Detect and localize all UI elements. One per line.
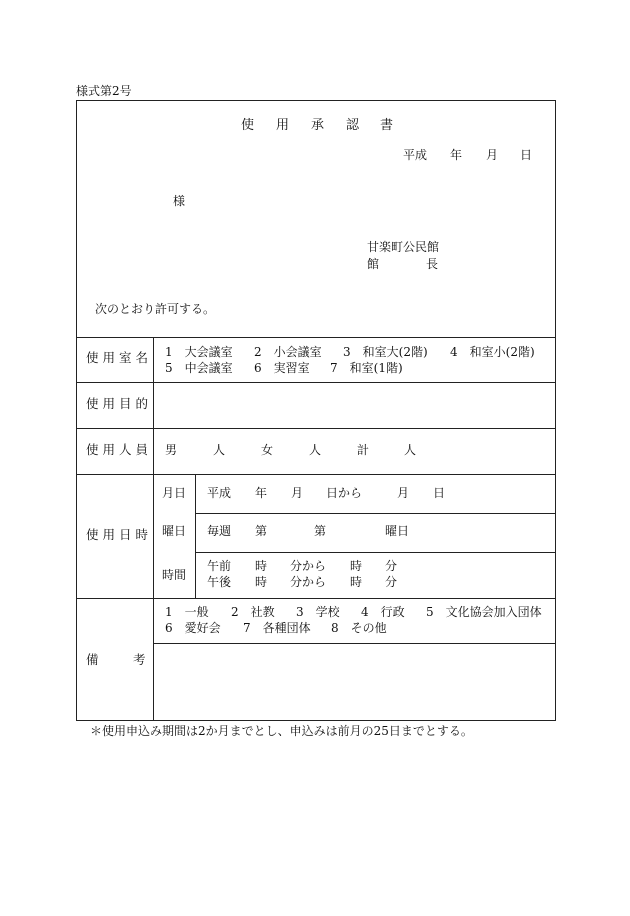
doc-title-5: 書 [380, 118, 394, 133]
label-room: 使用室名 [86, 350, 153, 365]
issuer-title-right: 長 [426, 257, 439, 271]
weekday-suffix: 曜日 [385, 524, 410, 538]
addressee-suffix: 様 [173, 194, 186, 208]
divider-purpose [77, 382, 555, 383]
time-am-hour-to: 時 [350, 559, 363, 573]
remarks-option-5: 5 文化協会加入団体 [426, 605, 542, 619]
room-option-4: 4 和室小(2階) [450, 345, 535, 359]
date-year: 年 [450, 148, 463, 162]
date-month: 月 [486, 148, 499, 162]
monthday-day-to: 日 [433, 486, 446, 500]
doc-title-3: 承 [311, 118, 325, 133]
label-column-divider [153, 337, 154, 720]
time-pm-min-from: 分から [290, 575, 327, 589]
time-pm-min-to: 分 [385, 575, 398, 589]
label-people: 使用人員 [86, 442, 153, 457]
divider-remarks-inner [153, 643, 555, 644]
label-remarks-left: 備 [86, 652, 99, 667]
date-day: 日 [520, 148, 533, 162]
time-pm-hour-to: 時 [350, 575, 363, 589]
weekday-every: 毎週 [207, 524, 232, 538]
people-total: 計 [357, 443, 370, 457]
issuer-title-left: 館 [367, 257, 380, 271]
monthday-era: 平成 [207, 486, 232, 500]
time-pm-hour: 時 [255, 575, 268, 589]
weekday-nth-2: 第 [314, 524, 327, 538]
remarks-option-2: 2 社教 [231, 605, 275, 619]
people-male-unit: 人 [213, 443, 226, 457]
weekday-nth-1: 第 [255, 524, 268, 538]
time-am: 午前 [207, 559, 232, 573]
people-male: 男 [165, 443, 178, 457]
remarks-option-7: 7 各種団体 [243, 621, 311, 635]
remarks-option-8: 8 その他 [331, 621, 387, 635]
time-pm: 午後 [207, 575, 232, 589]
form-number: 様式第2号 [76, 84, 132, 98]
monthday-day-from: 日から [326, 486, 363, 500]
sublabel-weekday: 曜日 [162, 524, 187, 538]
room-option-6: 6 実習室 [254, 361, 310, 375]
sublabel-time: 時間 [162, 568, 187, 582]
doc-title-2: 用 [276, 118, 290, 133]
time-am-min-to: 分 [385, 559, 398, 573]
remarks-option-6: 6 愛好会 [165, 621, 221, 635]
remarks-option-3: 3 学校 [296, 605, 340, 619]
divider-room [77, 337, 555, 338]
permission-statement: 次のとおり許可する。 [95, 302, 216, 316]
footnote: ＊使用申込み期間は2か月までとし、申込みは前月の25日までとする。 [90, 724, 473, 738]
time-am-min-from: 分から [290, 559, 327, 573]
doc-title-1: 使 [241, 118, 255, 133]
label-purpose: 使用目的 [86, 396, 153, 411]
room-option-5: 5 中会議室 [165, 361, 233, 375]
remarks-option-1: 1 一般 [165, 605, 209, 619]
monthday-month: 月 [291, 486, 304, 500]
label-remarks-right: 考 [133, 652, 146, 667]
room-option-3: 3 和室大(2階) [343, 345, 428, 359]
sublabel-monthday: 月日 [162, 486, 187, 500]
sublabel-column-divider [195, 474, 196, 598]
divider-weekday [195, 552, 555, 553]
room-option-2: 2 小会議室 [254, 345, 322, 359]
date-era: 平成 [403, 148, 428, 162]
divider-monthday [195, 513, 555, 514]
time-am-hour: 時 [255, 559, 268, 573]
divider-datetime [77, 474, 555, 475]
monthday-month-to: 月 [397, 486, 410, 500]
room-option-7: 7 和室(1階) [330, 361, 403, 375]
people-female: 女 [261, 443, 274, 457]
label-datetime: 使用日時 [86, 527, 153, 542]
monthday-year: 年 [255, 486, 268, 500]
people-female-unit: 人 [309, 443, 322, 457]
doc-title-4: 認 [346, 118, 360, 133]
people-total-unit: 人 [404, 443, 417, 457]
room-option-1: 1 大会議室 [165, 345, 233, 359]
issuer-organization: 甘楽町公民館 [367, 240, 440, 254]
divider-remarks [77, 598, 555, 599]
remarks-option-4: 4 行政 [361, 605, 405, 619]
divider-people [77, 428, 555, 429]
